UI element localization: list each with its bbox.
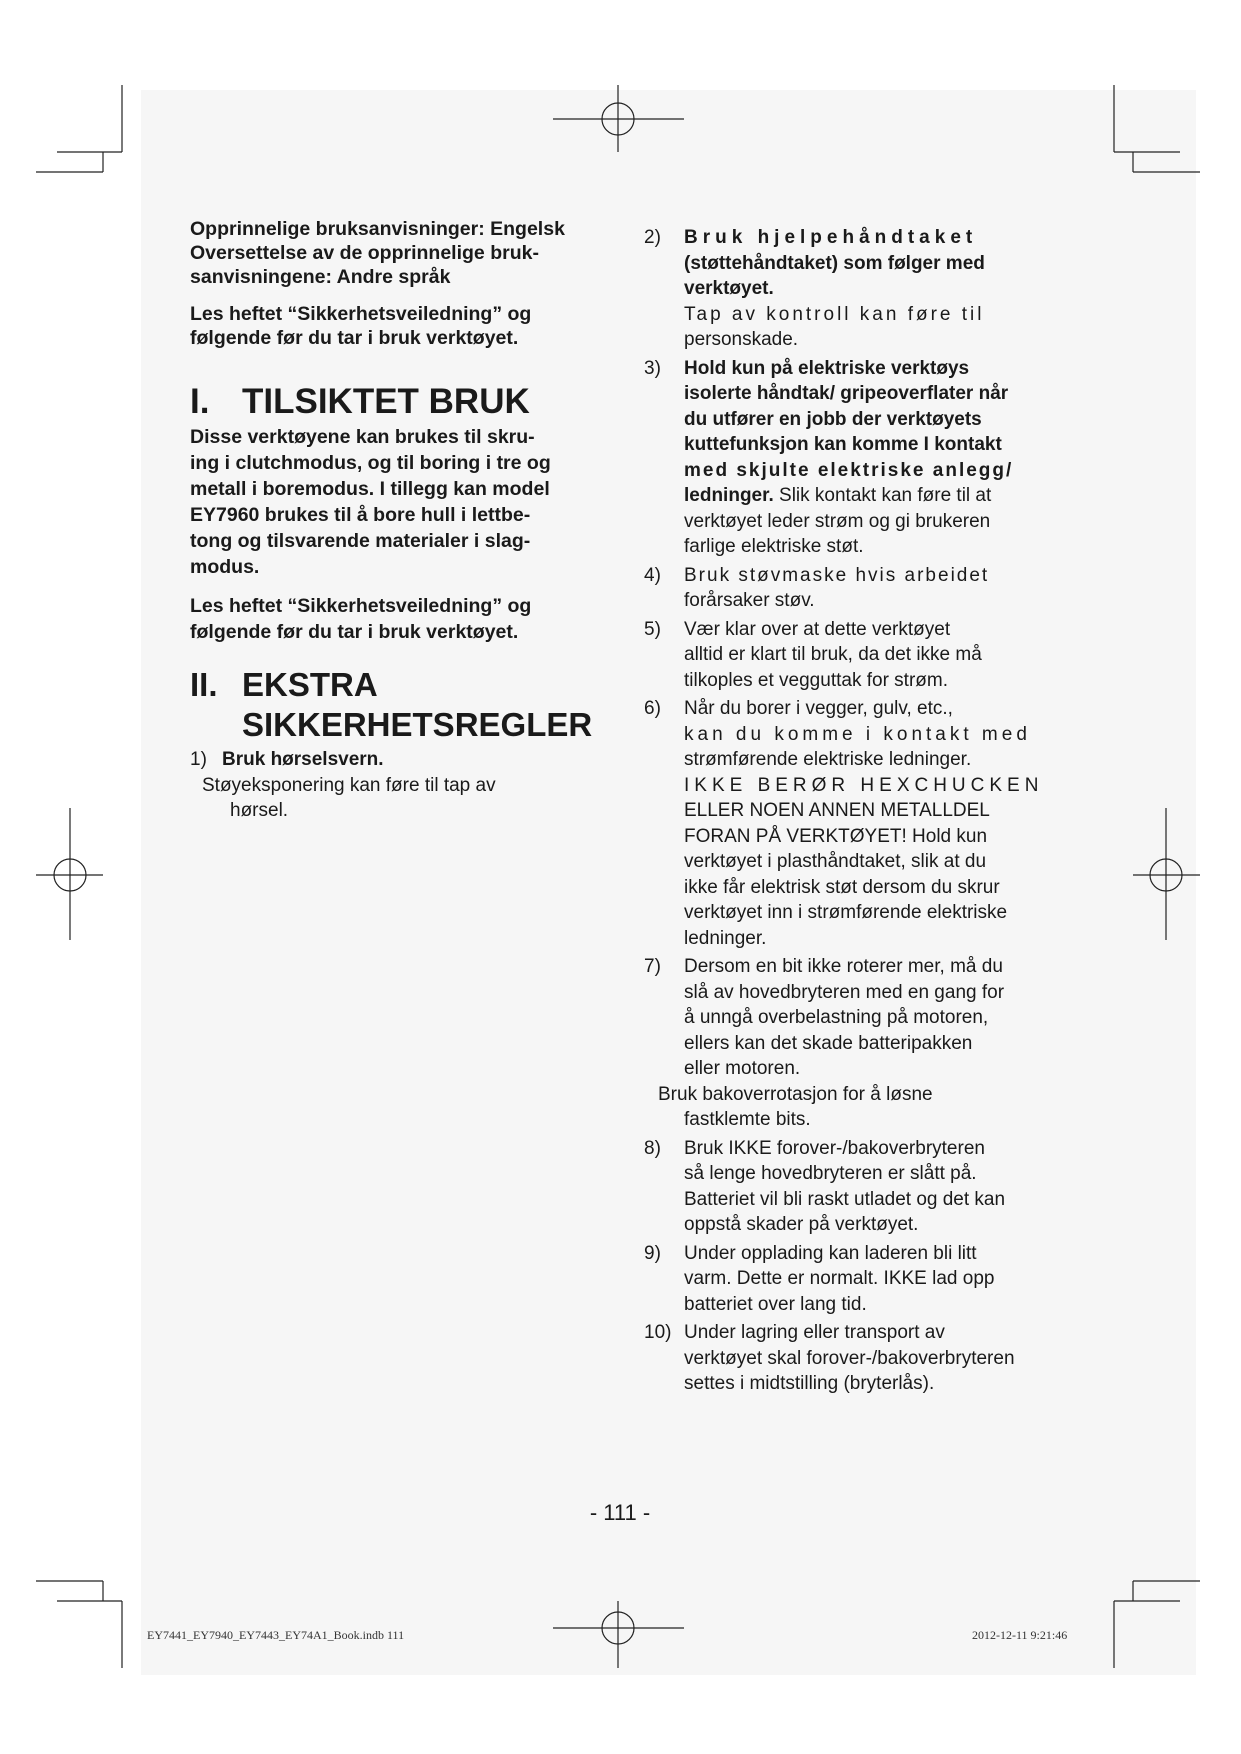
section-number: I. xyxy=(190,382,210,421)
item-text: Støyeksponering kan føre til tap av xyxy=(202,774,496,796)
item-text: IKKE BERØR HEXCHUCKEN xyxy=(684,774,1044,796)
read-line: følgende før du tar i bruk verktøyet. xyxy=(190,621,519,643)
item-number: 9) xyxy=(644,1242,661,1264)
section-number: II. xyxy=(190,666,218,703)
intended-use-text xyxy=(190,424,610,580)
item-text: ELLER NOEN ANNEN METALLDEL xyxy=(684,800,990,821)
item-number: 5) xyxy=(644,618,661,640)
page-number: - 111 - xyxy=(589,1500,651,1525)
safety-item-3 xyxy=(644,356,1114,560)
item-text: kan du komme i kontakt med xyxy=(684,723,1031,745)
item-text: settes i midtstilling (bryterlås). xyxy=(684,1373,935,1394)
item-text: batteriet over lang tid. xyxy=(684,1293,867,1315)
item-text: Slik kontakt kan føre til at xyxy=(773,485,992,506)
item-text: tilkoples et vegguttak for strøm. xyxy=(684,669,948,691)
safety-item-10 xyxy=(644,1320,1114,1397)
item-title: kuttefunksjon kan komme I kontakt xyxy=(684,434,1002,455)
item-text: Tap av kontroll kan føre til xyxy=(684,303,985,325)
item-number: 1) xyxy=(190,749,207,770)
item-number: 3) xyxy=(644,357,661,379)
item-text: forårsaker støv. xyxy=(684,590,815,611)
left-column xyxy=(190,217,610,824)
item-text: Under opplading kan laderen bli litt xyxy=(684,1242,977,1264)
item-text: farlige elektriske støt. xyxy=(684,536,864,557)
safety-item-4 xyxy=(644,563,1114,614)
item-title: isolerte håndtak/ gripeoverflater når xyxy=(684,383,1009,404)
item-number: 6) xyxy=(644,698,661,719)
body-line: metall i boremodus. I tillegg kan model xyxy=(190,478,550,500)
body-line: tong og tilsvarende materialer i slag- xyxy=(190,530,531,552)
section-title: EKSTRA xyxy=(242,666,378,703)
item-text: verktøyet inn i strømførende elektriske xyxy=(684,902,1008,923)
section-title: SIKKERHETSREGLER xyxy=(242,706,593,743)
read-line: følgende før du tar i bruk verktøyet. xyxy=(190,327,519,349)
item-title: Hold kun på elektriske verktøys xyxy=(684,357,970,379)
item-text: FORAN PÅ VERKTØYET! Hold kun xyxy=(684,825,988,847)
item-title: Bruk hørselsvern. xyxy=(222,749,384,770)
item-text: oppstå skader på verktøyet. xyxy=(684,1214,919,1235)
item-text: Under lagring eller transport av xyxy=(684,1322,945,1343)
right-column xyxy=(644,225,1114,1400)
item-text: Dersom en bit ikke roterer mer, må du xyxy=(684,956,1003,977)
original-instructions xyxy=(190,217,610,289)
item-title: ledninger. xyxy=(684,485,774,506)
section-heading-extra-safety xyxy=(190,665,610,745)
item-text: verktøyet skal forover-/bakoverbryteren xyxy=(684,1347,1015,1369)
item-text: Batteriet vil bli raskt utladet og det kan xyxy=(684,1188,1006,1210)
intro-line: Oversettelse av de opprinnelige bruk- xyxy=(190,242,539,264)
item-text: å unngå overbelastning på motoren, xyxy=(684,1007,989,1028)
item-text: Bruk IKKE forover-/bakoverbryteren xyxy=(684,1137,985,1159)
safety-item-2 xyxy=(644,225,1114,353)
section-title: TILSIKTET BRUK xyxy=(242,382,530,421)
body-line: EY7960 brukes til å bore hull i lettbe- xyxy=(190,504,531,526)
safety-item-9 xyxy=(644,1241,1114,1318)
item-title: med skjulte elektriske anlegg/ xyxy=(684,459,1014,481)
item-note: fastklemte bits. xyxy=(684,1109,811,1130)
item-number: 4) xyxy=(644,564,661,586)
item-text: personskade. xyxy=(684,329,799,350)
item-title: (støttehåndtaket) som følger med xyxy=(684,252,985,274)
item-number: 7) xyxy=(644,956,661,977)
item-text: verktøyet leder strøm og gi brukeren xyxy=(684,510,991,532)
intro-line: Opprinnelige bruksanvisninger: Engelsk xyxy=(190,218,565,240)
body-line: ing i clutchmodus, og til boring i tre og xyxy=(190,452,551,474)
read-line: Les heftet “Sikkerhetsveiledning” og xyxy=(190,303,532,325)
item-title: verktøyet. xyxy=(684,278,774,299)
item-text: Bruk støvmaske hvis arbeidet xyxy=(684,564,990,586)
safety-item-7 xyxy=(644,954,1114,1082)
item-text: Vær klar over at dette verktøyet xyxy=(684,618,951,640)
item-title: Bruk hjelpehåndtaket xyxy=(684,227,978,248)
read-booklet-note xyxy=(190,302,610,350)
item-number: 8) xyxy=(644,1137,661,1159)
item-text: strømførende elektriske ledninger. xyxy=(684,749,972,770)
item-title: du utfører en jobb der verktøyets xyxy=(684,408,982,430)
read-line: Les heftet “Sikkerhetsveiledning” og xyxy=(190,595,532,617)
safety-item-6 xyxy=(644,696,1114,951)
item-number: 2) xyxy=(644,227,661,248)
footer-filename: EY7441_EY7940_EY7443_EY74A1_Book.indb 111 xyxy=(147,1628,405,1642)
item-text: ikke får elektrisk støt dersom du skrur xyxy=(684,876,1000,898)
item-text: ledninger. xyxy=(684,927,767,949)
item-number: 10) xyxy=(644,1322,672,1343)
item-text: slå av hovedbryteren med en gang for xyxy=(684,981,1005,1003)
item-text: så lenge hovedbryteren er slått på. xyxy=(684,1163,977,1184)
read-booklet-note-2 xyxy=(190,593,610,645)
item-text: verktøyet i plasthåndtaket, slik at du xyxy=(684,851,987,872)
item-text: ellers kan det skade batteripakken xyxy=(684,1032,973,1054)
item-text: hørsel. xyxy=(230,800,289,821)
body-line: Disse verktøyene kan brukes til skru- xyxy=(190,426,535,448)
intro-line: sanvisningene: Andre språk xyxy=(190,266,451,288)
item-text: varm. Dette er normalt. IKKE lad opp xyxy=(684,1268,995,1289)
item-text: alltid er klart til bruk, da det ikke må xyxy=(684,644,982,665)
safety-item-5 xyxy=(644,617,1114,694)
item-text: eller motoren. xyxy=(684,1058,801,1079)
section-heading-intended-use xyxy=(190,382,610,422)
safety-item-1 xyxy=(190,747,610,773)
safety-item-8 xyxy=(644,1136,1114,1238)
footer-timestamp: 2012-12-11 9:21:46 xyxy=(972,1628,1068,1642)
item-note: Bruk bakoverrotasjon for å løsne xyxy=(658,1083,933,1105)
item-text: Når du borer i vegger, gulv, etc., xyxy=(684,698,953,719)
body-line: modus. xyxy=(190,556,260,578)
